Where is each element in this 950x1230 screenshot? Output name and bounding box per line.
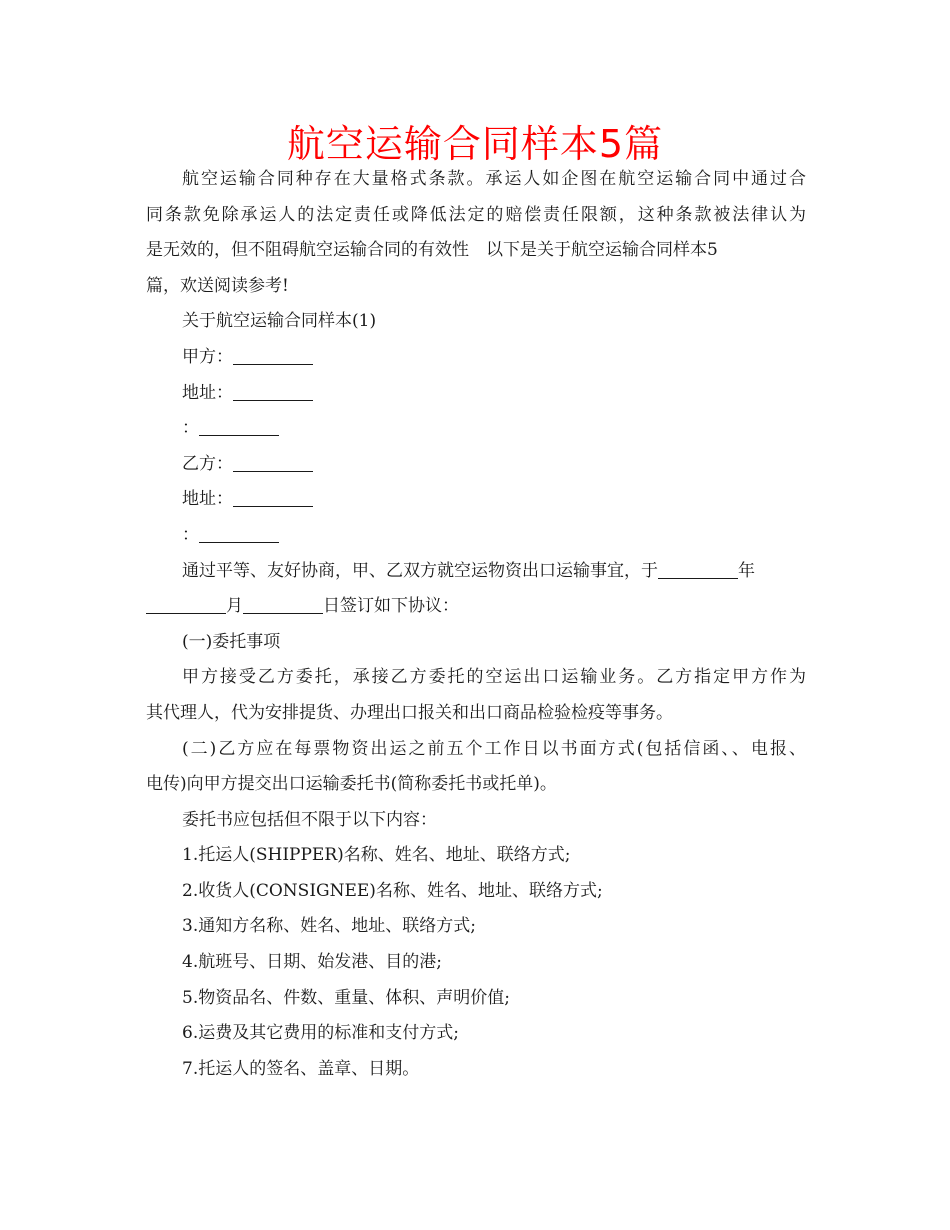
list-item: 2.收货人(CONSIGNEE)名称、姓名、地址、联络方式;: [182, 880, 603, 901]
contents-heading: 委托书应包括但不限于以下内容：: [182, 809, 437, 830]
list-item: 6.运费及其它费用的标准和支付方式;: [182, 1023, 459, 1044]
list-item: 7.托运人的签名、盖章、日期。: [182, 1058, 420, 1079]
clause-1-line-2: 其代理人，代为安排提货、办理出口报关和出口商品检验检疫等事务。: [146, 702, 673, 723]
party-a-blank: [233, 342, 313, 365]
agreement-line-1: [146, 554, 806, 590]
agreement-year-label: 年: [738, 560, 755, 581]
party-b-extra-label: ：: [182, 524, 199, 545]
agreement-month-label: 月: [226, 596, 243, 617]
intro-line-3: 是无效的，但不阻碍航空运输合同的有效性 以下是关于航空运输合同样本5: [146, 240, 718, 261]
agreement-line-2: [146, 589, 806, 625]
party-b-blank: [233, 449, 313, 472]
party-a-extra-blank: [199, 413, 279, 436]
agreement-year-blank: [658, 556, 738, 579]
party-a-extra-label: ：: [182, 418, 199, 439]
clause-2-line-2: 电传)向甲方提交出口运输委托书(简称委托书或托单)。: [146, 774, 557, 795]
clause-1-heading: (一)委托事项: [182, 631, 281, 652]
party-b-label: 乙方：: [182, 453, 233, 474]
list-item: 1.托运人(SHIPPER)名称、姓名、地址、联络方式;: [182, 845, 571, 866]
agreement-day-blank: [243, 591, 323, 614]
party-b-address-blank: [233, 484, 313, 507]
list-item: 4.航班号、日期、始发港、目的港;: [182, 952, 442, 973]
list-item: 5.物资品名、件数、重量、体积、声明价值;: [182, 987, 510, 1008]
agreement-text: 通过平等、友好协商，甲、乙双方就空运物资出口运输事宜，于: [182, 560, 658, 581]
agreement-month-blank: [146, 591, 226, 614]
intro-line-4: 篇，欢送阅读参考!: [146, 275, 289, 296]
intro-line-2: 同条款免除承运人的法定责任或降低法定的赔偿责任限额，这种条款被法律认为: [146, 204, 806, 225]
party-b-address-label: 地址：: [182, 489, 233, 510]
clause-1-line-1: 甲方接受乙方委托，承接乙方委托的空运出口运输业务。乙方指定甲方作为: [182, 667, 806, 688]
clause-2-line-1: (二)乙方应在每票物资出运之前五个工作日以书面方式(包括信函、、电报、: [182, 738, 806, 759]
agreement-day-label: 日签订如下协议：: [323, 596, 459, 617]
party-a-address-blank: [233, 378, 313, 401]
party-a-address-label: 地址：: [182, 382, 233, 403]
section-heading: 关于航空运输合同样本(1): [182, 311, 377, 332]
party-b-extra-line: [146, 518, 806, 554]
party-b-address-line: [146, 482, 806, 518]
party-b-line: [146, 447, 806, 483]
intro-line-1: 航空运输合同种存在大量格式条款。承运人如企图在航空运输合同中通过合: [182, 169, 806, 189]
party-a-line: [146, 340, 806, 376]
party-a-address-line: [146, 376, 806, 412]
party-b-extra-blank: [199, 520, 279, 543]
list-item: 3.通知方名称、姓名、地址、联络方式;: [182, 916, 476, 937]
party-a-label: 甲方：: [182, 346, 233, 367]
document-title: 航空运输合同样本5篇: [286, 122, 664, 166]
party-a-extra-line: [146, 411, 806, 447]
document-body: [146, 162, 806, 1087]
